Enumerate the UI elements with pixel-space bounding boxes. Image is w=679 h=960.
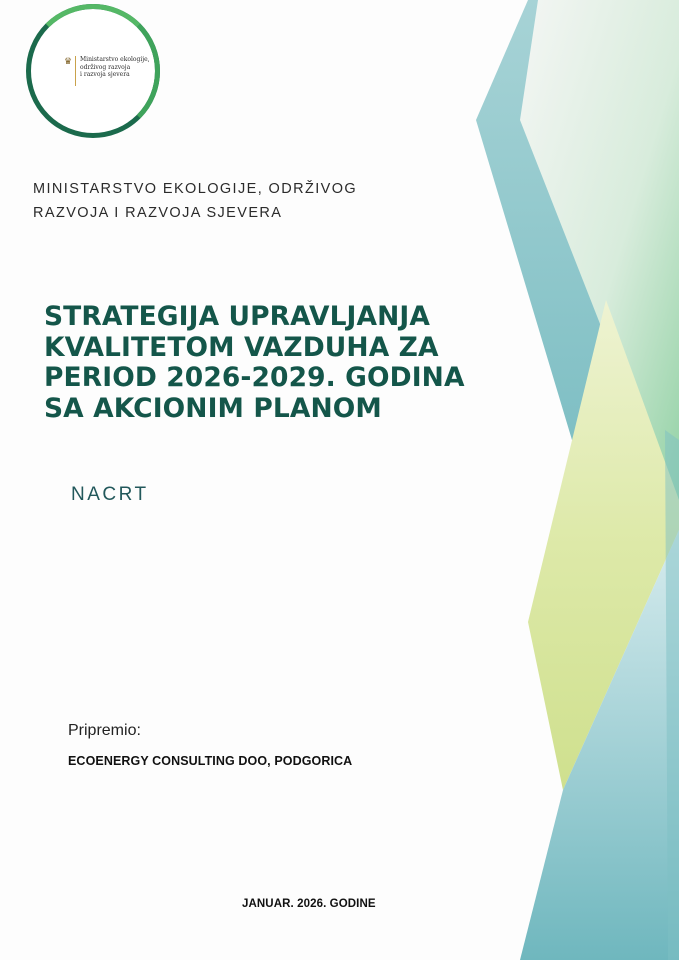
- coat-of-arms-icon: ♛: [64, 57, 73, 67]
- logo-content: [64, 56, 154, 86]
- ministry-name: [33, 177, 357, 225]
- prepared-by-company: ECOENERGY CONSULTING DOO, PODGORICA: [68, 754, 353, 768]
- title-line-3: PERIOD 2026-2029. GODINA: [44, 362, 465, 393]
- title-line-4: SA AKCIONIM PLANOM: [44, 392, 382, 424]
- prepared-by-label: Pripremio:: [68, 722, 141, 739]
- logo-divider: [75, 56, 76, 86]
- title-line-2: KVALITETOM VAZDUHA ZA: [44, 331, 439, 363]
- title-line-1: STRATEGIJA UPRAVLJANJA: [44, 301, 430, 332]
- logo-text: Ministarstvo ekologije, održivog razvoja i razvoja sjevera: [80, 56, 150, 78]
- ministry-name-line-2: RAZVOJA I RAZVOJA SJEVERA: [33, 205, 283, 221]
- ministry-logo: [26, 4, 160, 138]
- ministry-name-line-1: MINISTARSTVO EKOLOGIJE, ODRŽIVOG: [33, 181, 358, 197]
- document-title: [44, 302, 524, 424]
- draft-status: NACRT: [71, 484, 149, 505]
- document-date: JANUAR. 2026. GODINE: [242, 898, 376, 910]
